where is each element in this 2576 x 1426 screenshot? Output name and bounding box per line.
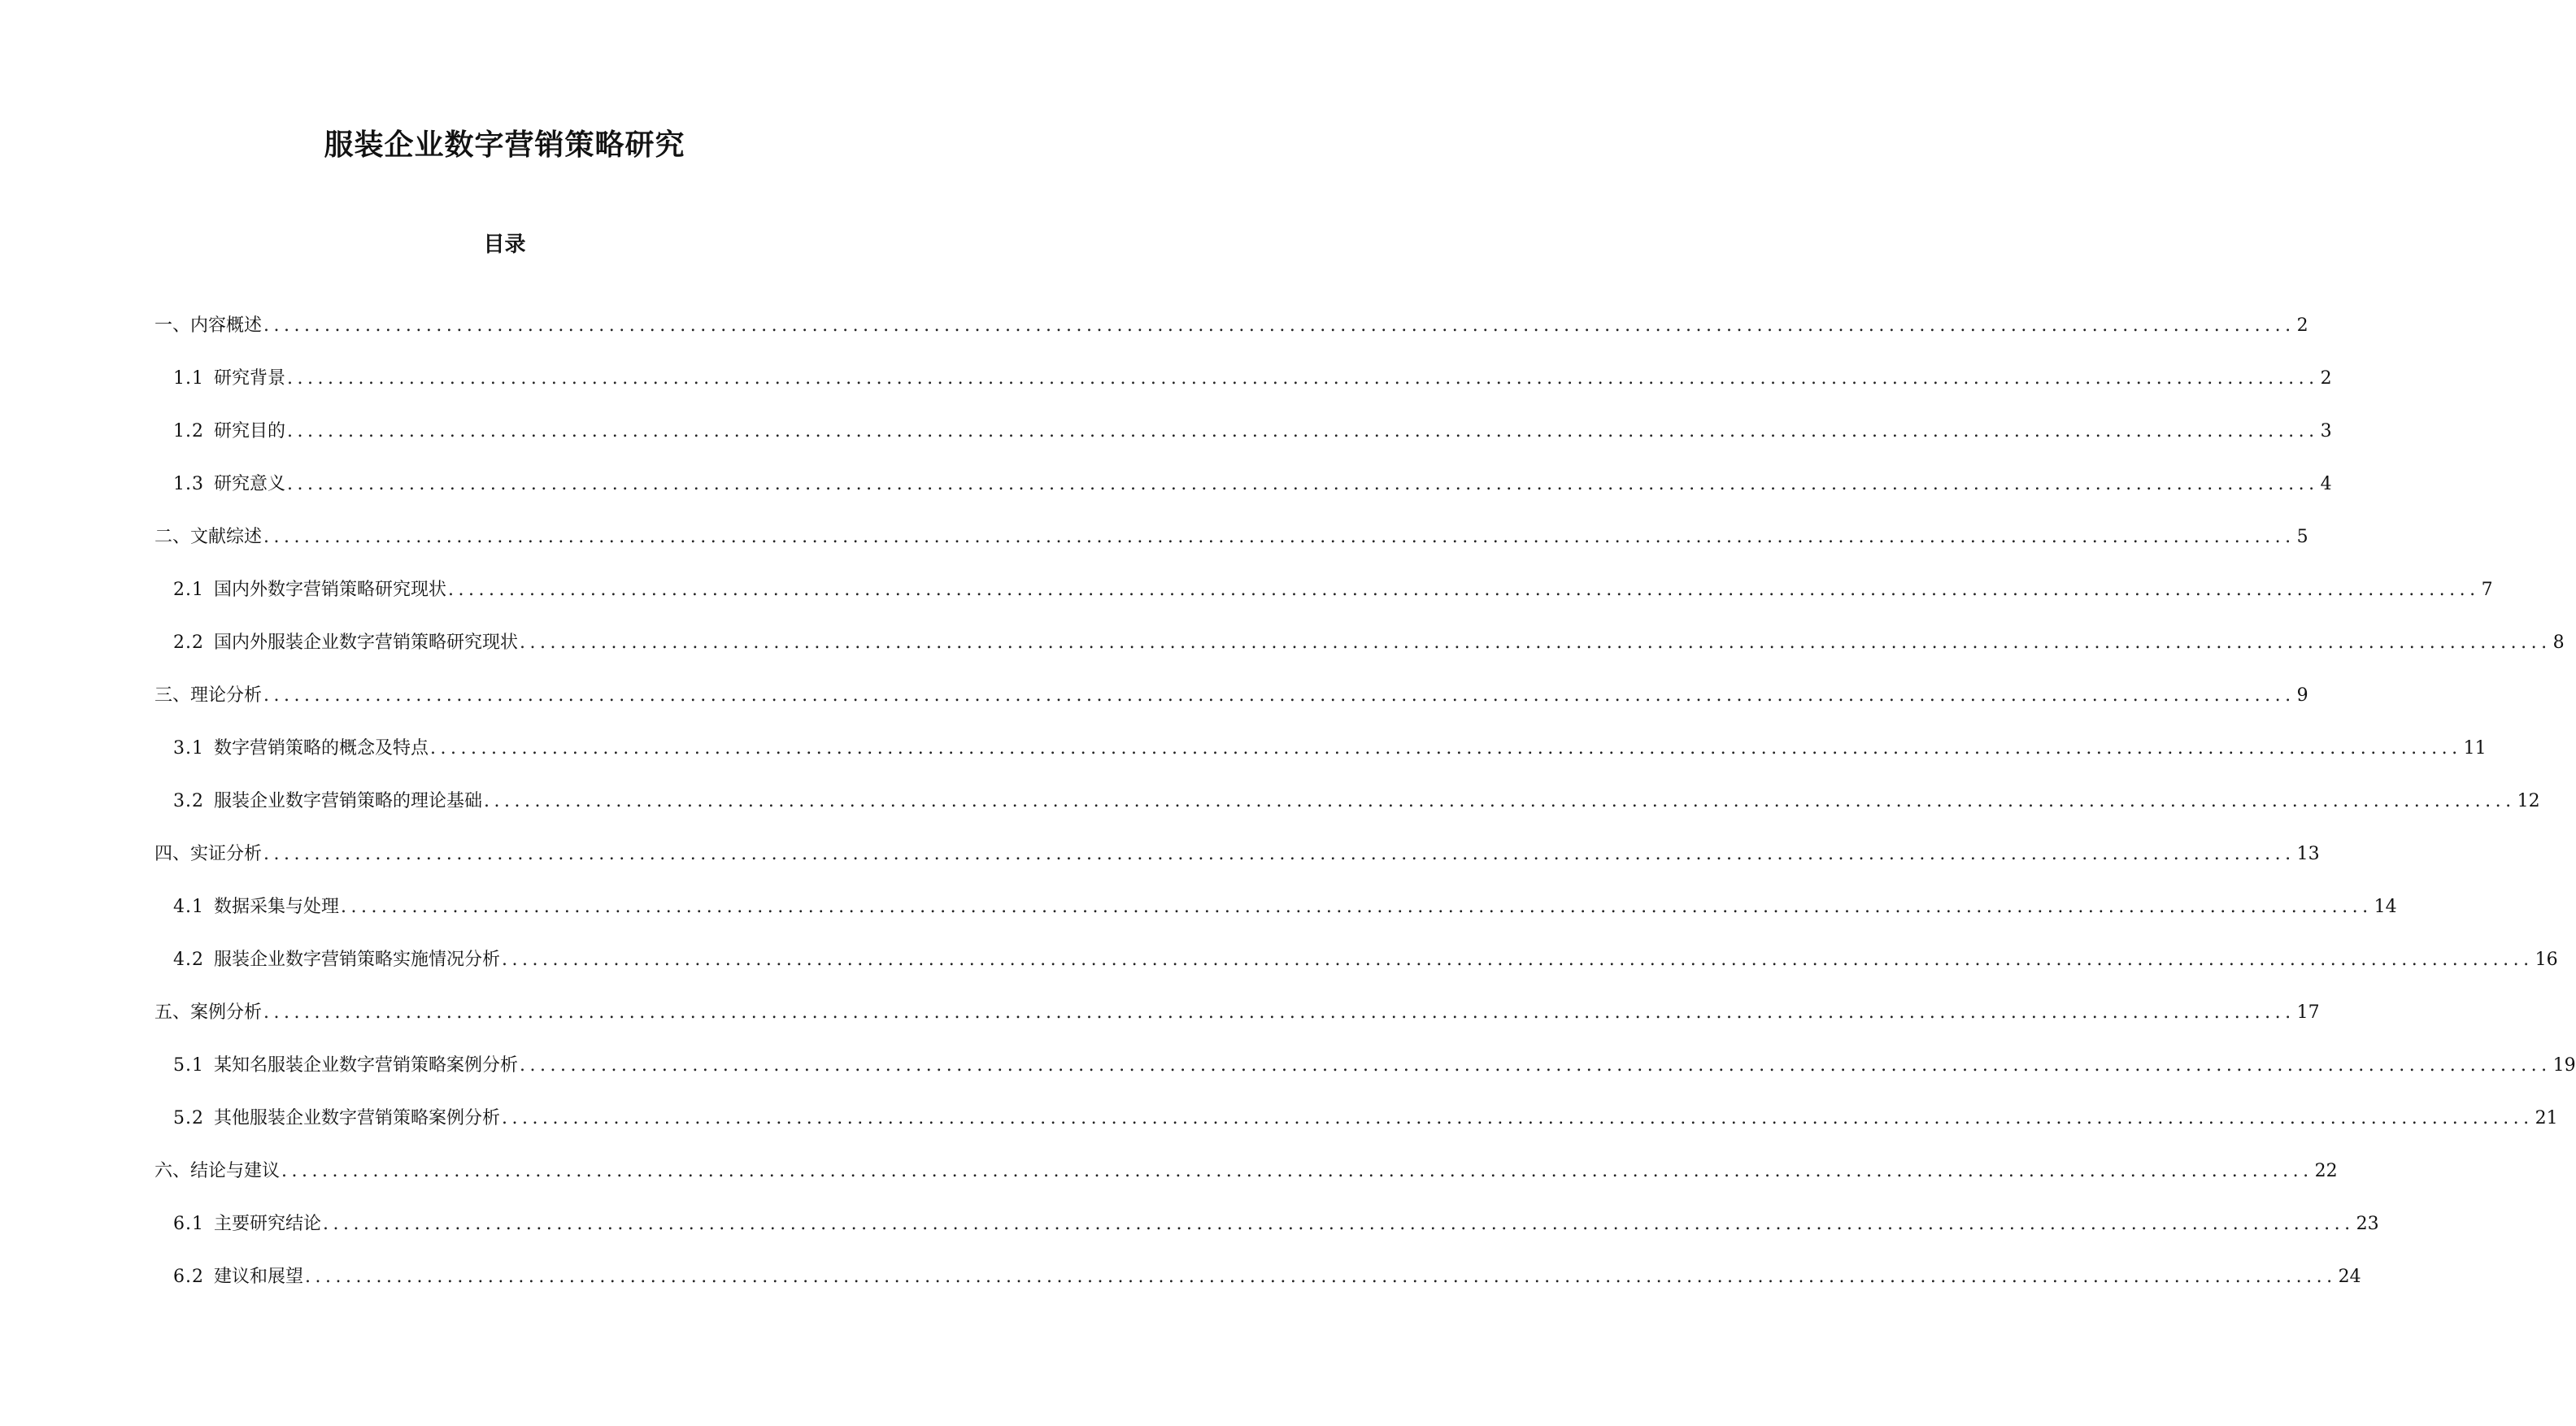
- toc-section-number: 5.1: [173, 1055, 204, 1076]
- toc-entry-label: [154, 1159, 280, 1184]
- toc-page-number: 21: [2535, 1108, 2558, 1128]
- toc-page-number: 9: [2296, 685, 2308, 706]
- toc-page-number: 23: [2356, 1214, 2379, 1234]
- toc-section-entry[interactable]: [173, 895, 2397, 920]
- toc-dot-leader: ........................................................................................................................................................................................................: [502, 950, 2534, 970]
- toc-entry-label: [173, 895, 339, 920]
- toc-section-entry[interactable]: [173, 367, 2332, 391]
- toc-page-number: 14: [2374, 897, 2397, 917]
- toc-heading: 目录: [483, 233, 526, 257]
- toc-page-number: 3: [2320, 421, 2332, 441]
- toc-section-number: 4.2: [173, 950, 204, 970]
- toc-dot-leader: ........................................................................................................................................................................................................: [287, 421, 2319, 441]
- toc-page-number: 16: [2535, 950, 2558, 970]
- toc-section-number: 6.1: [173, 1214, 204, 1234]
- toc-entry-label: [173, 737, 429, 761]
- toc-entry-title: 服装企业数字营销策略实施情况分析: [214, 950, 501, 970]
- toc-section-entry[interactable]: [173, 1265, 2361, 1289]
- toc-section-number: 3.1: [173, 738, 204, 759]
- toc-page-number: 19: [2552, 1055, 2576, 1076]
- toc-entry-label: [173, 367, 285, 391]
- toc-chapter-entry[interactable]: [154, 1001, 2320, 1025]
- toc-dot-leader: ........................................................................................................................................................................................................: [323, 1214, 2355, 1234]
- toc-dot-leader: ........................................................................................................................................................................................................: [341, 897, 2373, 917]
- toc-chapter-entry[interactable]: [154, 842, 2320, 867]
- toc-entry-title: 一、内容概述: [154, 315, 263, 336]
- toc-dot-leader: ........................................................................................................................................................................................................: [305, 1267, 2337, 1287]
- toc-entry-title: 国内外服装企业数字营销策略研究现状: [214, 633, 519, 653]
- toc-chapter-entry[interactable]: [154, 1159, 2338, 1184]
- toc-entry-title: 研究背景: [214, 368, 286, 389]
- toc-entry-label: [173, 1265, 303, 1289]
- toc-entry-label: [173, 578, 446, 602]
- toc-dot-leader: ........................................................................................................................................................................................................: [263, 315, 2295, 336]
- toc-section-number: 1.1: [173, 368, 204, 389]
- toc-entry-title: 国内外数字营销策略研究现状: [214, 580, 447, 600]
- toc-entry-title: 六、结论与建议: [154, 1161, 281, 1181]
- toc-entry-label: [154, 314, 262, 338]
- toc-entry-title: 其他服装企业数字营销策略案例分析: [214, 1108, 501, 1128]
- toc-entry-label: [173, 631, 518, 655]
- toc-entry-label: [173, 1054, 518, 1078]
- toc-section-number: 4.1: [173, 897, 204, 917]
- toc-dot-leader: ........................................................................................................................................................................................................: [263, 527, 2295, 547]
- toc-page-number: 13: [2296, 844, 2320, 864]
- toc-dot-leader: ........................................................................................................................................................................................................: [520, 1055, 2552, 1076]
- toc-page-number: 24: [2338, 1267, 2361, 1287]
- toc-entry-label: [173, 472, 285, 497]
- toc-page-number: 8: [2552, 633, 2565, 653]
- toc-page-number: 7: [2481, 580, 2493, 600]
- toc-entry-title: 数据采集与处理: [214, 897, 340, 917]
- toc-entry-label: [154, 525, 262, 550]
- toc-section-entry[interactable]: [173, 737, 2487, 761]
- toc-dot-leader: ........................................................................................................................................................................................................: [281, 1161, 2313, 1181]
- toc-dot-leader: ........................................................................................................................................................................................................: [287, 474, 2319, 494]
- toc-entry-title: 四、实证分析: [154, 844, 263, 864]
- toc-section-entry[interactable]: [173, 1054, 2576, 1078]
- toc-dot-leader: ........................................................................................................................................................................................................: [484, 791, 2516, 811]
- toc-page-number: 2: [2320, 368, 2332, 389]
- toc-entry-label: [173, 1106, 500, 1131]
- toc-section-number: 2.2: [173, 633, 204, 653]
- toc-entry-title: 建议和展望: [214, 1267, 304, 1287]
- toc-chapter-entry[interactable]: [154, 314, 2308, 338]
- toc-section-number: 1.3: [173, 474, 204, 494]
- toc-entry-label: [173, 420, 285, 444]
- toc-entry-title: 某知名服装企业数字营销策略案例分析: [214, 1055, 519, 1076]
- document-title: 服装企业数字营销策略研究: [324, 128, 685, 162]
- toc-entry-label: [173, 1212, 321, 1237]
- toc-entry-label: [173, 948, 500, 972]
- toc-page-number: 17: [2296, 1002, 2320, 1023]
- toc-dot-leader: ........................................................................................................................................................................................................: [448, 580, 2480, 600]
- toc-entry-title: 五、案例分析: [154, 1002, 263, 1023]
- toc-entry-title: 数字营销策略的概念及特点: [214, 738, 429, 759]
- toc-section-entry[interactable]: [173, 472, 2332, 497]
- toc-section-number: 2.1: [173, 580, 204, 600]
- toc-section-entry[interactable]: [173, 420, 2332, 444]
- toc-section-entry[interactable]: [173, 789, 2540, 814]
- toc-page-number: 5: [2296, 527, 2308, 547]
- toc-section-entry[interactable]: [173, 1212, 2379, 1237]
- toc-dot-leader: ........................................................................................................................................................................................................: [520, 633, 2552, 653]
- toc-section-number: 5.2: [173, 1108, 204, 1128]
- toc-entry-label: [173, 789, 482, 814]
- toc-section-entry[interactable]: [173, 578, 2493, 602]
- toc-section-number: 3.2: [173, 791, 204, 811]
- toc-page-number: 22: [2314, 1161, 2338, 1181]
- toc-chapter-entry[interactable]: [154, 525, 2308, 550]
- toc-page-number: 11: [2463, 738, 2487, 759]
- toc-section-number: 1.2: [173, 421, 204, 441]
- toc-page-number: 4: [2320, 474, 2332, 494]
- toc-dot-leader: ........................................................................................................................................................................................................: [502, 1108, 2534, 1128]
- toc-section-entry[interactable]: [173, 948, 2558, 972]
- toc-entry-title: 研究目的: [214, 421, 286, 441]
- toc-section-entry[interactable]: [173, 1106, 2558, 1131]
- toc-entry-label: [154, 684, 262, 708]
- toc-entry-title: 研究意义: [214, 474, 286, 494]
- toc-entry-title: 三、理论分析: [154, 685, 263, 706]
- toc-section-entry[interactable]: [173, 631, 2565, 655]
- toc-dot-leader: ........................................................................................................................................................................................................: [287, 368, 2319, 389]
- toc-chapter-entry[interactable]: [154, 684, 2308, 708]
- toc-dot-leader: ........................................................................................................................................................................................................: [263, 1002, 2295, 1023]
- toc-entry-title: 二、文献综述: [154, 527, 263, 547]
- toc-dot-leader: ........................................................................................................................................................................................................: [430, 738, 2462, 759]
- toc-dot-leader: ........................................................................................................................................................................................................: [263, 685, 2295, 706]
- toc-page-number: 2: [2296, 315, 2308, 336]
- toc-entry-label: [154, 842, 262, 867]
- toc-section-number: 6.2: [173, 1267, 204, 1287]
- toc-entry-title: 主要研究结论: [214, 1214, 322, 1234]
- toc-dot-leader: ........................................................................................................................................................................................................: [263, 844, 2295, 864]
- toc-page-number: 12: [2517, 791, 2540, 811]
- toc-entry-label: [154, 1001, 262, 1025]
- toc-entry-title: 服装企业数字营销策略的理论基础: [214, 791, 483, 811]
